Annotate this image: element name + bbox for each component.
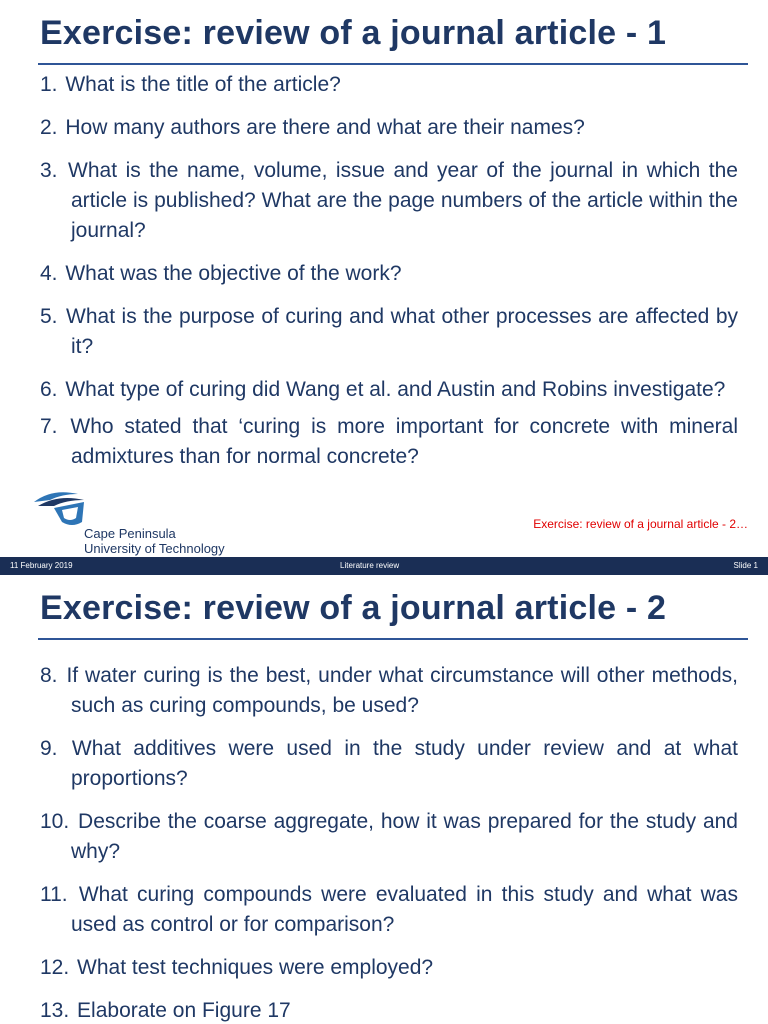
question-text: What was the objective of the work? (65, 262, 402, 285)
question-number: 9. (40, 737, 58, 760)
list-item (40, 807, 738, 867)
question-text: Who stated that ‘curing is more important for concrete with mineral admixtures than for normal concrete? (70, 415, 738, 468)
question-text: What is the name, volume, issue and year of the journal in which the article is published? What are the page numbers of the article within the journal? (68, 159, 738, 242)
question-text: How many authors are there and what are their names? (65, 116, 585, 139)
logo-line-1: Cape Peninsula (84, 526, 176, 541)
question-text: If water curing is the best, under what circumstance will other methods, such as curing compounds, be used? (66, 664, 738, 717)
list-item (40, 734, 738, 794)
logo-line-2: University of Technology (84, 541, 225, 556)
question-number: 2. (40, 116, 58, 139)
footer-topic: Literature review (340, 561, 400, 570)
question-number: 4. (40, 262, 58, 285)
next-slide-link[interactable]: Exercise: review of a journal article - 2… (533, 517, 748, 531)
list-item (40, 259, 738, 289)
list-item (40, 302, 738, 362)
list-item (40, 156, 738, 246)
cput-wave-logo-icon (32, 488, 102, 528)
list-item (40, 113, 738, 143)
slide-title: Exercise: review of a journal article - 2 (40, 589, 667, 627)
list-item (40, 70, 738, 100)
question-text: Describe the coarse aggregate, how it was prepared for the study and why? (71, 810, 738, 863)
list-item (40, 375, 738, 405)
question-number: 5. (40, 305, 58, 328)
university-logo (32, 488, 252, 558)
slide-title: Exercise: review of a journal article - 1 (40, 14, 667, 52)
question-text: What test techniques were employed? (77, 956, 434, 979)
footer-bar (0, 557, 768, 575)
question-number: 11. (40, 883, 68, 906)
list-item (40, 996, 738, 1024)
question-text: What is the title of the article? (65, 73, 341, 96)
university-name (84, 526, 225, 556)
title-rule (38, 638, 748, 640)
list-item (40, 661, 738, 721)
question-text: What type of curing did Wang et al. and Austin and Robins investigate? (65, 378, 726, 401)
question-number: 7. (40, 415, 58, 438)
footer-date: 11 February 2019 (10, 561, 73, 570)
title-rule (38, 63, 748, 65)
question-number: 8. (40, 664, 58, 687)
question-text: What additives were used in the study under review and at what proportions? (71, 737, 738, 790)
question-number: 1. (40, 73, 58, 96)
question-list (40, 70, 738, 472)
question-number: 3. (40, 159, 58, 182)
question-number: 12. (40, 956, 70, 979)
list-item (40, 880, 738, 940)
slide-2 (0, 575, 768, 1024)
footer-slide-number: Slide 1 (733, 561, 758, 570)
question-text: Elaborate on Figure 17 (77, 999, 291, 1022)
question-list (40, 661, 738, 1024)
question-number: 10. (40, 810, 70, 833)
question-number: 13. (40, 999, 70, 1022)
question-number: 6. (40, 378, 58, 401)
question-text: What curing compounds were evaluated in this study and what was used as control or for comparison? (71, 883, 738, 936)
question-text: What is the purpose of curing and what other processes are affected by it? (66, 305, 738, 358)
list-item (40, 953, 738, 983)
list-item (40, 412, 738, 472)
